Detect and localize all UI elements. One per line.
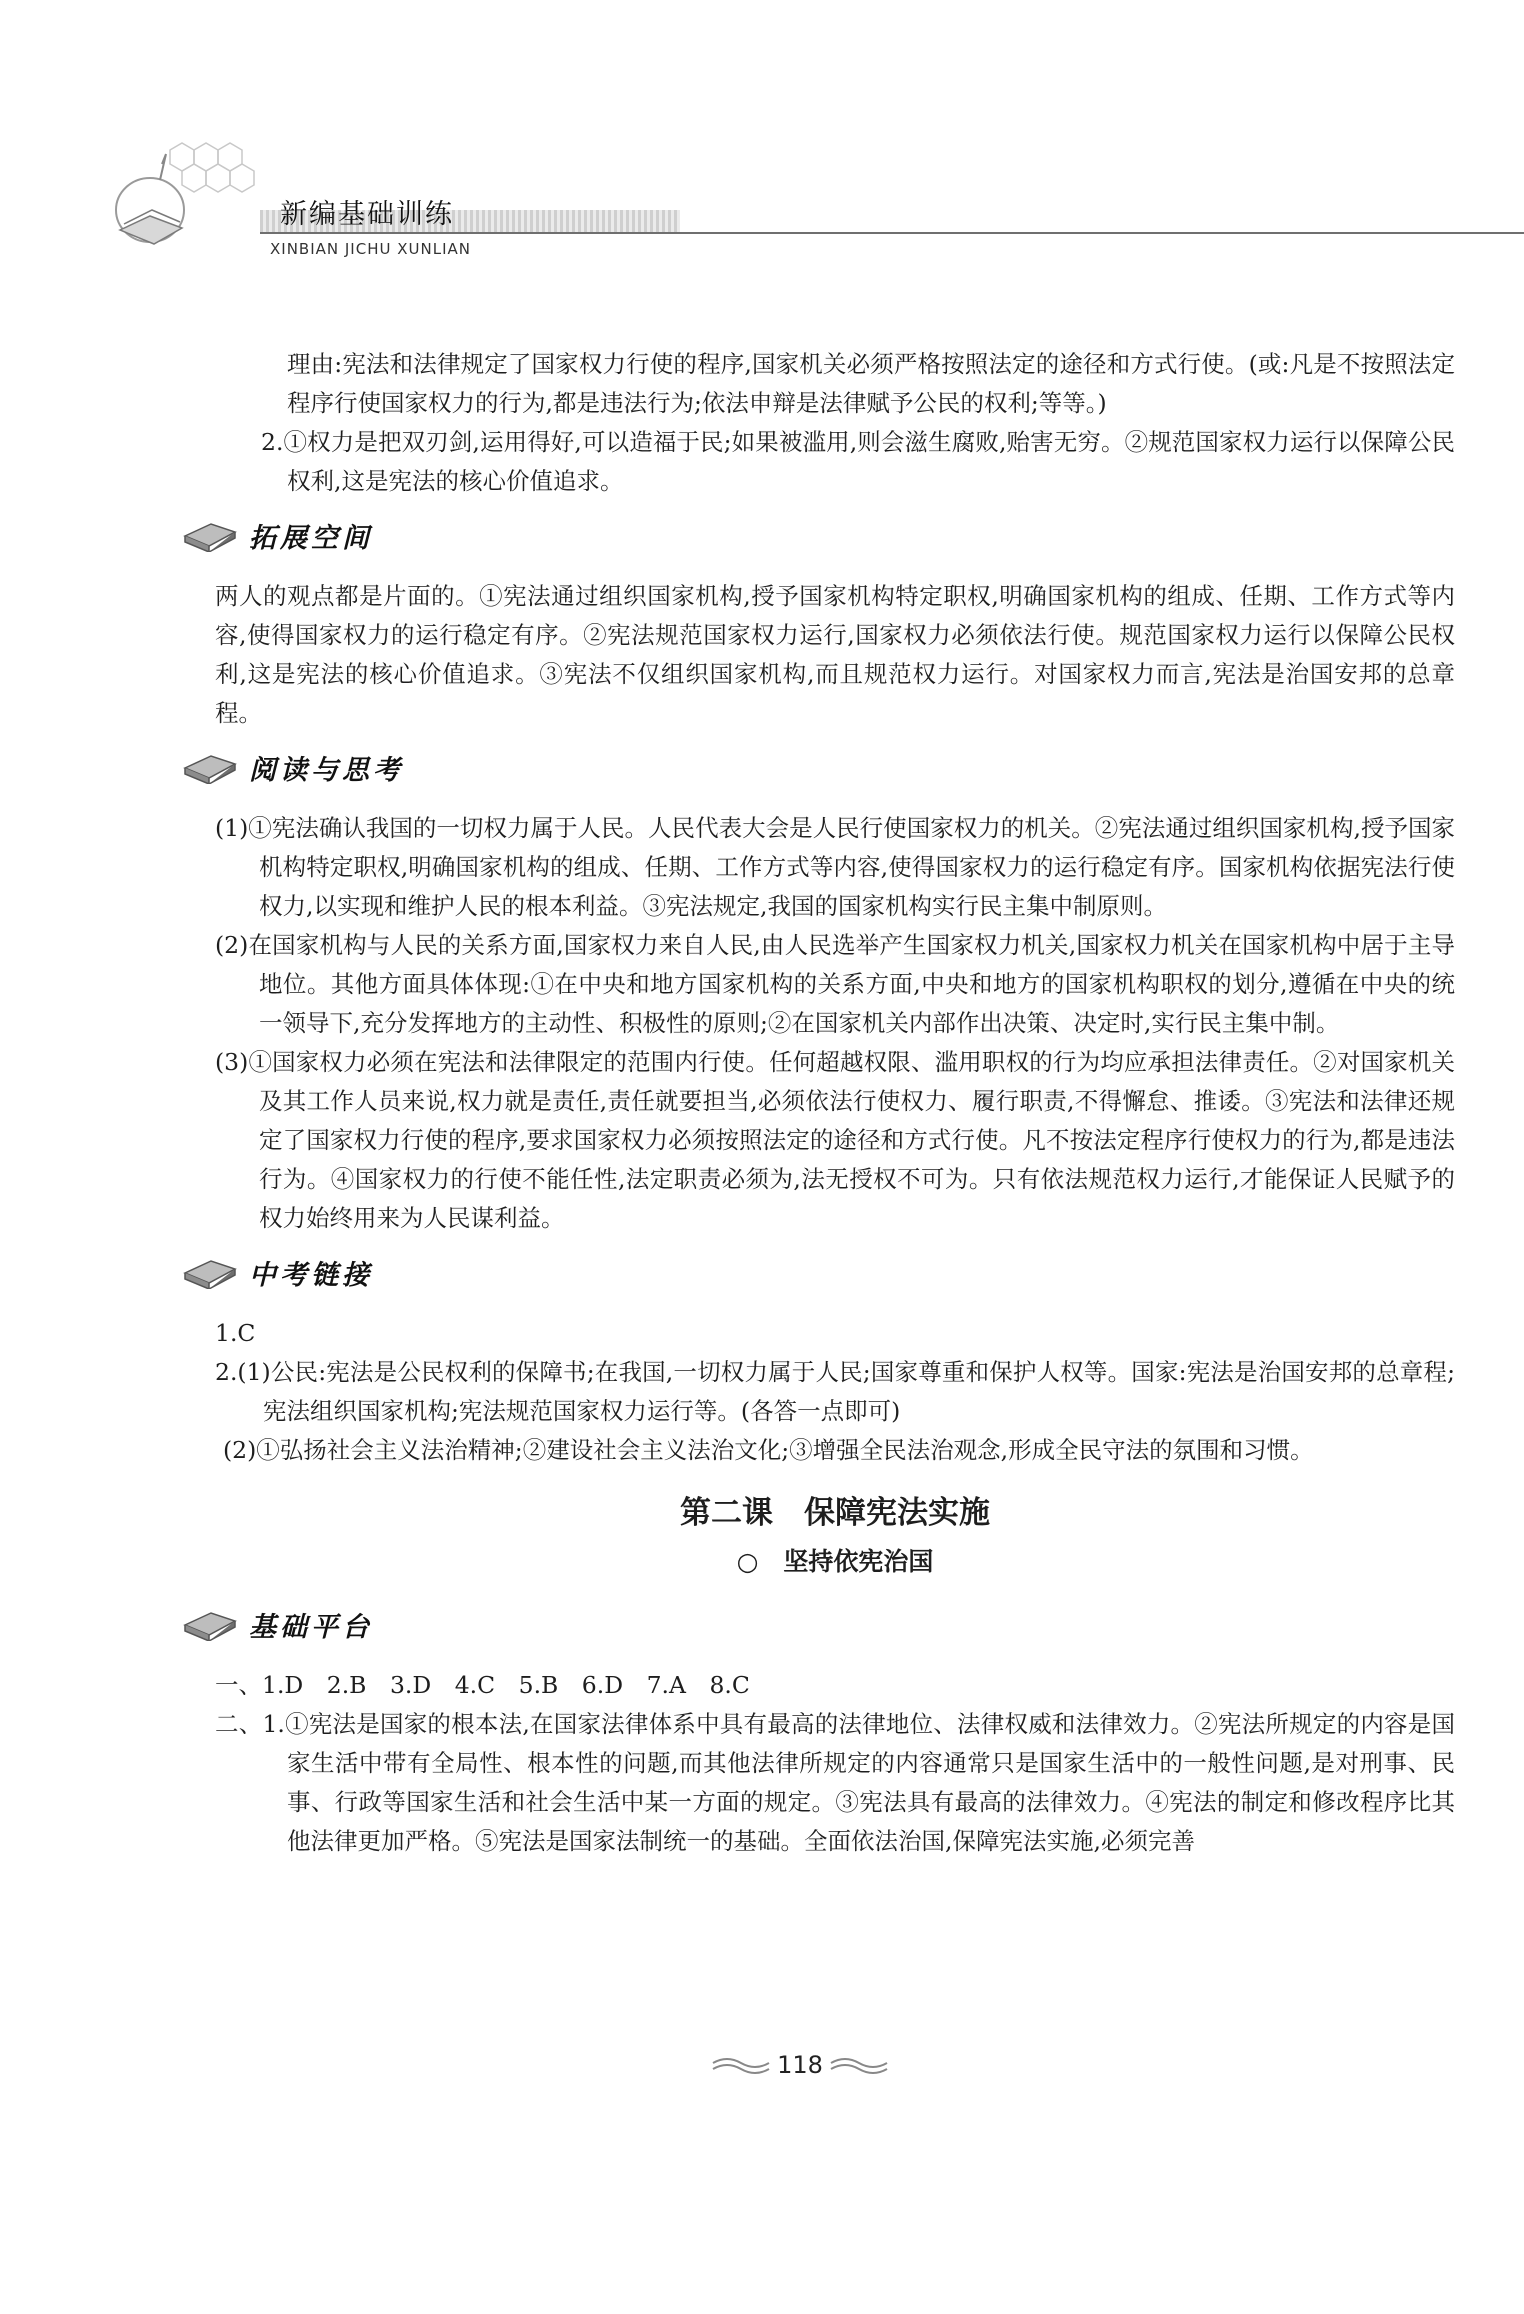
tuozhan-text: 两人的观点都是片面的。①宪法通过组织国家机构,授予国家机构特定职权,明确国家机构的组成、任期、工作方式等内容,使得国家权力的运行稳定有序。②宪法规范国家权力运行,国家权力必须依法行使。规范国家权力运行以保障公民权利,这是宪法的核心价值追求。③宪法不仅组织国家机构,而且规范权力运行。对国家权力而言,宪法是治国安邦的总章程。: [215, 582, 1455, 727]
yuedu-item-1: (1)①宪法确认我国的一切权力属于人民。人民代表大会是人民行使国家权力的机关。②宪法通过组织国家机构,授予国家机构特定职权,明确国家机构的组成、任期、工作方式等内容,使得国家权力的运行稳定有序。国家机构依据宪法行使权力,以实现和维护人民的根本利益。③宪法规定,我国的国家机构实行民主集中制原则。: [215, 814, 1455, 920]
page-header: [110, 140, 1524, 270]
page-footer: [700, 2045, 900, 2085]
section-zhongkao-title: 中考链接: [249, 1259, 373, 1291]
yuedu-item-3: (3)①国家权力必须在宪法和法律限定的范围内行使。任何超越权限、滥用职权的行为均应承担法律责任。②对国家机关及其工作人员来说,权力就是责任,责任就要担当,必须依法行使权力、履行职责,不得懈怠、推诿。③宪法和法律还规定了国家权力行使的程序,要求国家权力必须按照法定的途径和方式行使。凡不按法定程序行使权力的行为,都是违法行为。④国家权力的行使不能任性,法定职责必须为,法无授权不可为。只有依法规范权力运行,才能保证人民赋予的权力始终用来为人民谋利益。: [215, 1048, 1455, 1232]
section-yuedu-title: 阅读与思考: [249, 754, 404, 786]
left-wave-ornament-icon: [711, 2055, 771, 2075]
header-subtitle: XINBIAN JICHU XUNLIAN: [270, 240, 471, 258]
intro-reason: 理由:宪法和法律规定了国家权力行使的程序,国家机关必须严格按照法定的途径和方式行使。(或:凡是不按照法定程序行使国家权力的行为,都是违法行为;依法申辩是法律赋予公民的权利;等等。): [287, 350, 1455, 417]
section-zhongkao-header: [181, 1242, 1455, 1302]
header-title: 新编基础训练: [280, 199, 454, 230]
section-tuozhan-title: 拓展空间: [249, 522, 373, 554]
jichu-answers-1: 一、1.D 2.B 3.D 4.C 5.B 6.D 7.A 8.C: [215, 1671, 750, 1699]
section-jichu-title: 基础平台: [249, 1611, 373, 1643]
book-icon: [181, 1607, 239, 1641]
lesson-title: 第二课 保障宪法实施: [680, 1495, 990, 1531]
section-yuedu-header: [181, 737, 1455, 797]
zhongkao-answer-2b: (2)①弘扬社会主义法治精神;②建设社会主义法治文化;③增强全民法治观念,形成全民守法的氛围和习惯。: [223, 1436, 1314, 1464]
book-icon: [181, 750, 239, 784]
header-rule: [260, 232, 1524, 234]
book-icon: [181, 518, 239, 552]
right-wave-ornament-icon: [829, 2055, 889, 2075]
section-tuozhan-header: [181, 505, 1455, 565]
lesson-subtitle: ○ 坚持依宪治国: [736, 1547, 934, 1576]
zhongkao-answer-1: 1.C: [215, 1319, 256, 1347]
yuedu-item-2: (2)在国家机构与人民的关系方面,国家权力来自人民,由人民选举产生国家权力机关,国家权力机关在国家机构中居于主导地位。其他方面具体体现:①在中央和地方国家机构的关系方面,中央和地方的国家机构职权的划分,遵循在中央的统一领导下,充分发挥地方的主动性、积极性的原则;②在国家机关内部作出决策、决定时,实行民主集中制。: [215, 931, 1455, 1037]
jichu-answers-2: 二、1.①宪法是国家的根本法,在国家法律体系中具有最高的法律地位、法律权威和法律效力。②宪法所规定的内容是国家生活中带有全局性、根本性的问题,而其他法律所规定的内容通常只是国家生活中的一般性问题,是对刑事、民事、行政等国家生活和社会生活中某一方面的规定。③宪法具有最高的法律效力。④宪法的制定和修改程序比其他法律更加严格。⑤宪法是国家法制统一的基础。全面依法治国,保障宪法实施,必须完善: [215, 1710, 1455, 1855]
page-content: [215, 345, 1455, 1861]
book-icon: [181, 1255, 239, 1289]
page-number: 118: [777, 2051, 823, 2079]
section-jichu-header: [181, 1594, 1455, 1654]
header-emblem-icon: [110, 140, 290, 260]
zhongkao-answer-2a: 2.(1)公民:宪法是公民权利的保障书;在我国,一切权力属于人民;国家尊重和保护人权等。国家:宪法是治国安邦的总章程;宪法组织国家机构;宪法规范国家权力运行等。(各答一点即可): [215, 1358, 1455, 1425]
intro-point-2: 2.①权力是把双刃剑,运用得好,可以造福于民;如果被滥用,则会滋生腐败,贻害无穷。②规范国家权力运行以保障公民权利,这是宪法的核心价值追求。: [261, 428, 1455, 495]
